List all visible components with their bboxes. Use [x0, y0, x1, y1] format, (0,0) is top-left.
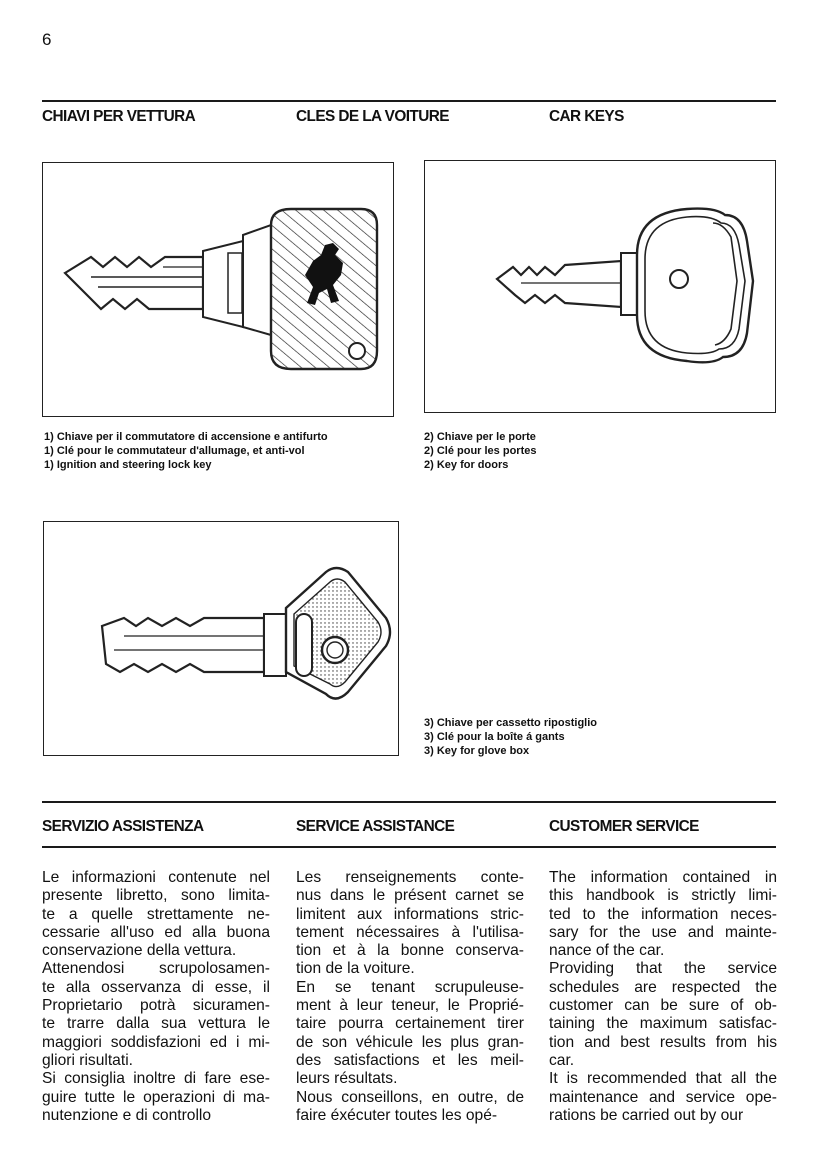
- paragraph-line: Les renseignements conte-: [296, 869, 524, 886]
- heading-service-en: CUSTOMER SERVICE: [549, 818, 699, 835]
- paragraph-line: maggiori soddisfazioni ed i mi-: [42, 1033, 270, 1051]
- paragraph-line: Le informazioni contenute nel: [42, 869, 270, 886]
- page-number: 6: [42, 30, 52, 49]
- service-text-en: [549, 869, 777, 1125]
- paragraph-line: ment à leur teneur, le Proprié-: [296, 997, 524, 1015]
- caption-line: 1) Ignition and steering lock key: [44, 459, 212, 471]
- paragraph-line: de son véhicule les plus gran-: [296, 1033, 524, 1051]
- paragraph-line: te trarre dalla sua vettura le: [42, 1015, 270, 1033]
- ignition-key-captions: [44, 430, 328, 472]
- paragraph-line: presente libretto, sono limita-: [42, 887, 270, 905]
- paragraph-line: des satisfactions et les meil-: [296, 1051, 524, 1069]
- glove-box-key-figure: [43, 521, 399, 756]
- paragraph-line: rations be carried out by our: [549, 1106, 744, 1124]
- paragraph-line: It is recommended that all the: [549, 1070, 777, 1088]
- paragraph-line: Attenendosi scrupolosamen-: [42, 960, 270, 978]
- heading-keys-it: CHIAVI PER VETTURA: [42, 108, 196, 125]
- paragraph-line: Proprietario potrà sicuramen-: [42, 997, 270, 1015]
- door-key-icon: [425, 161, 775, 412]
- paragraph-line: conservazione della vettura.: [42, 942, 237, 960]
- paragraph-line: nance of the car.: [549, 942, 665, 960]
- paragraph-line: leurs résultats.: [296, 1070, 398, 1088]
- caption-line: 3) Key for glove box: [424, 745, 530, 757]
- paragraph-line: faire éxécuter toutes les opé-: [296, 1106, 498, 1124]
- paragraph-line: tion de la voiture.: [296, 960, 415, 978]
- paragraph-line: tion et à la bonne conserva-: [296, 942, 524, 960]
- paragraph-line: tion and best results from his: [549, 1033, 777, 1051]
- paragraph-line: nus dans le présent carnet se: [296, 887, 524, 905]
- paragraph-line: maintenance and service ope-: [549, 1088, 777, 1106]
- service-bottom-rule: [42, 846, 776, 848]
- paragraph-line: taire pourra certainement tirer: [296, 1015, 524, 1033]
- top-rule: [42, 100, 776, 102]
- glove-box-key-icon: [44, 522, 398, 755]
- caption-line: 2) Key for doors: [424, 459, 509, 471]
- paragraph-line: Nous conseillons, en outre, de: [296, 1088, 524, 1106]
- caption-line: 2) Clé pour les portes: [424, 445, 537, 457]
- heading-keys-en: CAR KEYS: [549, 108, 624, 125]
- paragraph-line: car.: [549, 1051, 575, 1069]
- caption-line: 2) Chiave per le porte: [424, 431, 536, 443]
- paragraph-line: limitent aux informations stric-: [296, 905, 524, 923]
- caption-line: 1) Clé pour le commutateur d'allumage, et anti-vol: [44, 445, 305, 457]
- heading-keys-fr: CLES DE LA VOITURE: [296, 108, 449, 125]
- paragraph-line: sary for the use and mainte-: [549, 923, 777, 941]
- ignition-key-figure: [42, 162, 394, 417]
- paragraph-line: cessarie all'uso ed alla buona: [42, 923, 270, 941]
- caption-line: 3) Chiave per cassetto ripostiglio: [424, 717, 597, 729]
- door-key-figure: [424, 160, 776, 413]
- paragraph-line: Si consiglia inoltre di fare ese-: [42, 1070, 270, 1088]
- paragraph-line: schedules are respected the: [549, 978, 777, 996]
- service-top-rule: [42, 801, 776, 803]
- paragraph-line: Providing that the service: [549, 960, 777, 978]
- paragraph-line: te a quelle strettamente ne-: [42, 905, 270, 923]
- caption-line: 1) Chiave per il commutatore di accensione e antifurto: [44, 431, 328, 443]
- paragraph-line: this handbook is strictly limi-: [549, 887, 777, 905]
- service-text-it: [42, 869, 270, 1125]
- heading-service-it: SERVIZIO ASSISTENZA: [42, 818, 204, 835]
- paragraph-line: taining the maximum satisfac-: [549, 1015, 777, 1033]
- paragraph-line: tement nécessaires à l'utilisa-: [296, 923, 524, 941]
- door-key-captions: [424, 430, 536, 472]
- glove-box-key-captions: [424, 716, 597, 758]
- paragraph-line: The information contained in: [549, 869, 777, 886]
- paragraph-line: te alla osservanza di esse, il: [42, 978, 270, 996]
- ignition-key-icon: [43, 163, 393, 416]
- paragraph-line: gliori risultati.: [42, 1051, 133, 1069]
- paragraph-line: nutenzione e di controllo: [42, 1106, 212, 1124]
- paragraph-line: customer can be sure of ob-: [549, 997, 777, 1015]
- service-text-fr: [296, 869, 524, 1125]
- heading-service-fr: SERVICE ASSISTANCE: [296, 818, 455, 835]
- paragraph-line: ted to the information neces-: [549, 905, 777, 923]
- paragraph-line: guire tutte le operazioni di ma-: [42, 1088, 270, 1106]
- caption-line: 3) Clé pour la boîte á gants: [424, 731, 565, 743]
- paragraph-line: En se tenant scrupuleuse-: [296, 978, 524, 996]
